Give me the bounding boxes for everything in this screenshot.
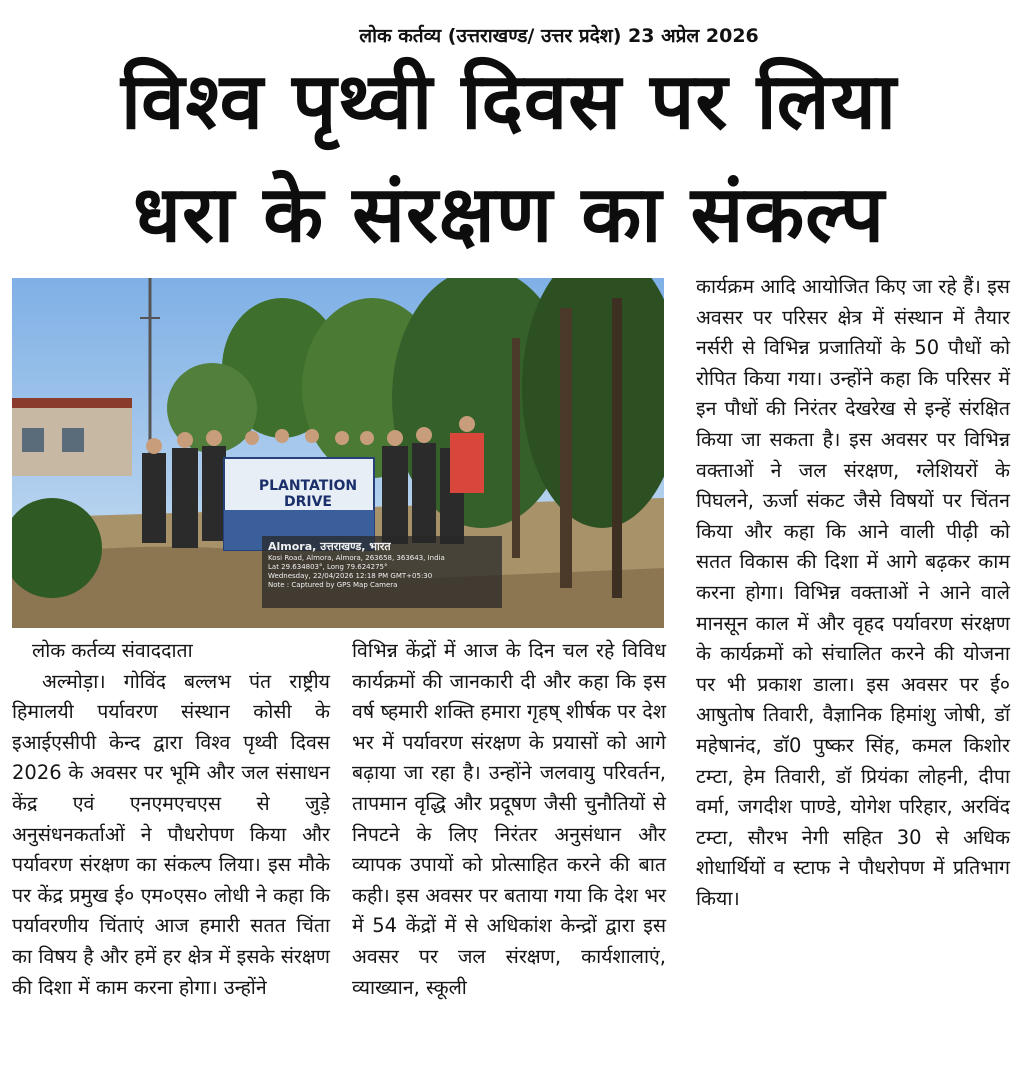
headline-line-2: धरा के संरक्षण का संकल्प: [132, 170, 886, 260]
byline: लोक कर्तव्य संवाददाता: [32, 639, 193, 662]
news-photo: [12, 278, 664, 628]
gps-note: Note : Captured by GPS Map Camera: [268, 581, 398, 589]
gps-address: Kosi Road, Almora, Almora, 263658, 363643, India: [268, 554, 445, 562]
gps-place: Almora, उत्तराखण्ड, भारत: [268, 540, 391, 553]
article-column-2: [352, 636, 666, 1003]
article-column-3: [696, 272, 1010, 914]
column-2-text: विभिन्न केंद्रों में आज के दिन चल रहे विविध कार्यक्रमों की जानकारी दी और कहा कि इस वर्ष ष्हमारी शक्ति हमारा गृहष् शीर्षक पर देश भर में पर्यावरण संरक्षण के प्रयासों को आगे बढ़ाया जा रहा है। उन्होंने जलवायु परिवर्तन, तापमान वृद्धि और प्रदूषण जैसी चुनौतियों से निपटने के लिए निरंतर अनुसंधान और व्यापक उपायों को प्रोत्साहित करने की बात कही। इस अवसर पर बताया गया कि देश भर में 54 केंद्रों में से अधिकांश केन्द्रों द्वारा इस अवसर पर जल संरक्षण, कार्यशालाएं, व्याख्यान, स्कूली: [352, 639, 666, 999]
column-1-text: अल्मोड़ा। गोविंद बल्लभ पंत राष्ट्रीय हिमालयी पर्यावरण संस्थान कोसी के इआईएसीपी केन्द द्वारा विश्व पृथ्वी दिवस 2026 के अवसर पर भूमि और जल संसाधन केंद्र एवं एनएमएचएस से जुड़े अनुसंधनकर्ताओं ने पौधरोपण किया और पर्यावरण संरक्षण का संकल्प लिया। इस मौके पर केंद्र प्रमुख ई० एम०एस० लोधी ने कहा कि पर्यावरणीय चिंताएं आज हमारी सतत चिंता का विषय है और हमें हर क्षेत्र में इसके संरक्षण की दिशा में काम करना होगा। उन्होंने: [12, 669, 330, 999]
article-column-1: [12, 636, 330, 1003]
column-3-text: कार्यक्रम आदि आयोजित किए जा रहे हैं। इस अवसर पर परिसर क्षेत्र में संस्थान में तैयार नर्सरी से विभिन्न प्रजातियों के 50 पौधों को रोपित किया गया। उन्होंने कहा कि परिसर में इन पौधों की निरंतर देखरेख से इन्हें संरक्षित किया जा सकता है। इस अवसर पर विभिन्न वक्ताओं ने जल संरक्षण, ग्लेशियरों के पिघलने, ऊर्जा संकट जैसे विषयों पर चिंतन किया और कहा कि आने वाली पीढ़ी को सतत विकास की दिशा में आगे बढ़कर काम करना होगा। विभिन्न वक्ताओं ने आने वाले मानसून काल में और वृहद पर्यावरण संरक्षण के कार्यक्रमों को संचालित करने की योजना पर भी प्रकाश डाला। इस अवसर पर ई० आषुतोष तिवारी, वैज्ञानिक हिमांशु जोषी, डॉ महेषानंद, डॉ0 पुष्कर सिंह, कमल किशोर टम्टा, हेम तिवारी, डॉ प्रियंका लोहनी, दीपा वर्मा, जगदीश पाण्डे, योगेश परिहार, अरविंद टम्टा, सौरभ नेगी सहित 30 से अधिक शोधार्थियों व स्टाफ ने पौधरोपण में प्रतिभाग किया।: [696, 275, 1010, 910]
masthead: लोक कर्तव्य (उत्तराखण्ड/ उत्तर प्रदेश) 23 अप्रेल 2026: [359, 25, 759, 47]
headline-line-1: विश्व पृथ्वी दिवस पर लिया: [120, 57, 898, 147]
banner-text: PLANTATION DRIVE: [258, 478, 358, 510]
gps-datetime: Wednesday, 22/04/2026 12:18 PM GMT+05:30: [268, 572, 433, 580]
gps-caption: [262, 536, 502, 608]
gps-coords: Lat 29.634803°, Long 79.624275°: [268, 563, 388, 571]
